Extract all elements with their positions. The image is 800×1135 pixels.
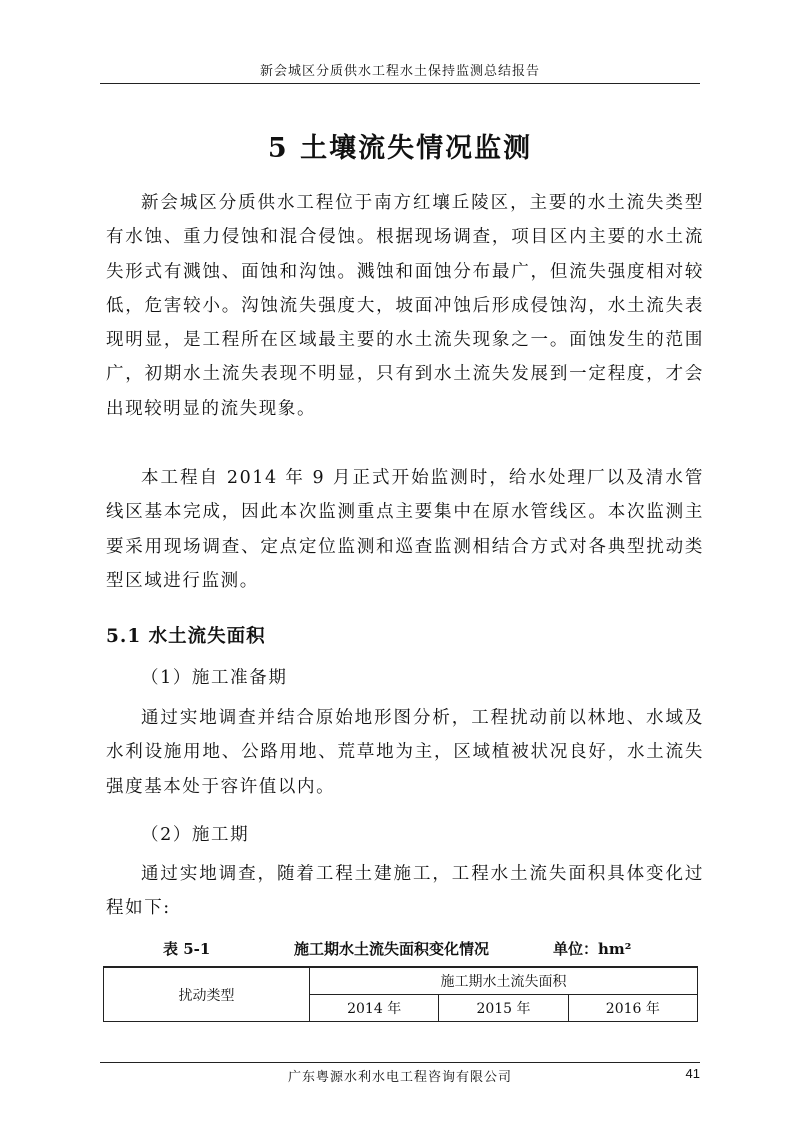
prep-period-text: 通过实地调查并结合原始地形图分析，工程扰动前以林地、水域及水利设施用地、公路用地、荒草地为主，区域植被状况良好，水土流失强度基本处于容许值以内。 [106, 708, 704, 797]
table-caption: 施工期水土流失面积变化情况 [294, 940, 490, 958]
section-heading: 5.1 水土流失面积 [106, 626, 266, 647]
chapter-title: 5 土壤流失情况监测 [267, 133, 533, 164]
construction-period-heading: （2）施工期 [141, 825, 250, 845]
header-rule [100, 83, 700, 84]
page-number: 41 [685, 1066, 700, 1081]
row-header-cell: 扰动类型 [104, 967, 310, 1022]
year-cell: 2016 年 [568, 995, 697, 1022]
construction-period-text: 通过实地调查，随着工程土建施工，工程水土流失面积具体变化过程如下: [106, 864, 704, 919]
table-unit: 单位：hm² [553, 940, 632, 958]
table-number: 表 5-1 [163, 940, 211, 958]
paragraph-monitoring: 本工程自 2014 年 9 月正式开始监测时，给水处理厂以及清水管线区基本完成，因此本次监测重点主要集中在原水管线区。本次监测主要采用现场调查、定点定位监测和巡查监测相结合方式对各典型扰动类型区域进行监测。 [106, 468, 704, 591]
page-header: 新会城区分质供水工程水土保持监测总结报告 [259, 64, 540, 79]
erosion-area-table [103, 966, 698, 1022]
table-row [104, 967, 698, 995]
year-cell: 2014 年 [310, 995, 439, 1022]
prep-period-heading: （1）施工准备期 [141, 668, 288, 688]
group-header-cell: 施工期水土流失面积 [310, 967, 698, 995]
footer-rule [100, 1062, 700, 1063]
footer-company: 广东粤源水利水电工程咨询有限公司 [287, 1070, 512, 1085]
year-cell: 2015 年 [439, 995, 568, 1022]
paragraph-intro: 新会城区分质供水工程位于南方红壤丘陵区，主要的水土流失类型有水蚀、重力侵蚀和混合侵蚀。根据现场调查，项目区内主要的水土流失形式有溅蚀、面蚀和沟蚀。溅蚀和面蚀分布最广，但流失强度相对较低，危害较小。沟蚀流失强度大，坡面冲蚀后形成侵蚀沟，水土流失表现明显，是工程所在区域最主要的水土流失现象之一。面蚀发生的范围广，初期水土流失表现不明显，只有到水土流失发展到一定程度，才会出现较明显的流失现象。 [106, 193, 704, 419]
